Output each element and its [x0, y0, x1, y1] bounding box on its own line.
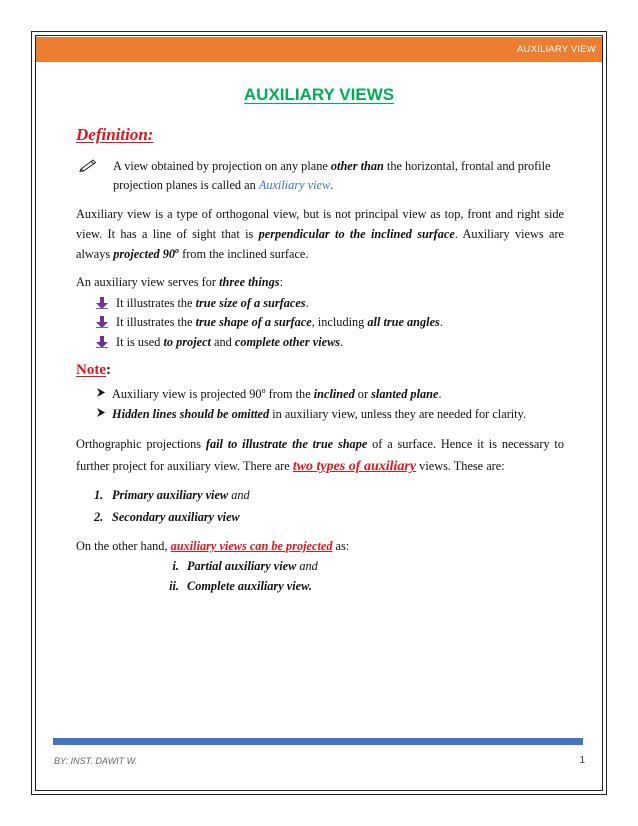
emphasis-text: all true angles [367, 315, 440, 330]
punctuation: . [305, 295, 309, 310]
header-title: AUXILIARY VIEW [516, 44, 596, 55]
punctuation: . [340, 335, 344, 350]
emphasis-text: fail to illustrate the true shape [205, 437, 368, 452]
arrowhead-right-icon [97, 388, 105, 397]
list-item [76, 507, 564, 529]
emphasis-text: Partial auxiliary view [187, 559, 297, 574]
arrow-down-icon [96, 316, 108, 328]
page-title: AUXILIARY VIEWS [243, 85, 395, 104]
emphasis-text: other than [330, 158, 384, 173]
emphasis-text: slanted plane [371, 386, 439, 401]
punctuation: . [438, 386, 442, 401]
emphasis-text: true size of a surfaces [195, 295, 306, 310]
punctuation: : [279, 275, 283, 290]
emphasis-text: three things [219, 275, 280, 290]
list-text: Auxiliary view is projected 90 [112, 386, 262, 401]
emphasis-text: projected 90 [113, 247, 176, 262]
emphasis-text: inclined [313, 386, 355, 401]
uses-list [76, 294, 564, 353]
paragraph-text: . Auxiliary views are always [76, 226, 565, 262]
arrow-down-icon [96, 297, 108, 309]
list-text: in auxiliary view, unless they are needed for clarity. [269, 406, 527, 421]
list-item [76, 313, 564, 333]
document-body [76, 122, 564, 597]
punctuation: : [106, 361, 111, 378]
list-text: or [354, 386, 372, 401]
note-heading [76, 359, 564, 382]
paragraph-three-things [76, 273, 564, 292]
list-item [76, 294, 564, 314]
list-text: and [228, 488, 250, 503]
paragraph-text: from the inclined surface. [179, 247, 309, 262]
list-item [76, 577, 564, 597]
auxiliary-view-term: Auxiliary view [258, 177, 331, 192]
degree-superscript: o [261, 385, 266, 395]
pencil-icon [79, 158, 97, 172]
list-number: 1. [94, 488, 104, 503]
paragraph-orthographic [76, 434, 564, 479]
emphasis-text: Hidden lines should be omitted [112, 406, 270, 421]
list-item [76, 485, 564, 507]
list-text: It illustrates the [116, 295, 196, 310]
paragraph-text: views. These are: [416, 459, 505, 474]
paragraph-text: Orthographic projections [76, 437, 206, 452]
list-text: and [296, 559, 318, 574]
definition-heading: Definition: [76, 125, 154, 144]
definition-text: A view obtained by projection on any plane [113, 158, 331, 173]
paragraph-orthogonal [76, 204, 564, 264]
list-number: ii. [169, 578, 179, 593]
footer-band [53, 738, 583, 745]
emphasis-text: Complete auxiliary view. [187, 578, 312, 593]
footer-author: BY: INST. DAWIT W. [54, 756, 138, 766]
list-text: It is used [116, 335, 164, 350]
degree-superscript: o [175, 245, 180, 255]
list-item [76, 384, 564, 404]
paragraph-text: Auxiliary view is a type of orthogonal view, but is not principal view as top, front and right side view. It has a line of sight that is [76, 206, 564, 241]
list-item [76, 557, 564, 577]
punctuation: . [439, 315, 443, 330]
paragraph-text: On the other hand, [76, 538, 171, 553]
emphasis-text: complete other views [234, 335, 341, 350]
list-item [76, 333, 564, 353]
page-number: 1 [579, 755, 585, 766]
definition-item [76, 157, 564, 195]
arrow-down-icon [96, 336, 108, 348]
emphasis-text: to project [163, 335, 211, 350]
note-list [76, 384, 564, 425]
auxiliary-types-list [76, 485, 564, 528]
highlighted-term: auxiliary views can be projected [170, 538, 333, 553]
punctuation: . [330, 177, 334, 192]
list-text: from the [265, 386, 314, 401]
note-heading-text: Note [76, 361, 106, 378]
projection-list [76, 557, 564, 596]
definition-text: the horizontal, frontal and profile projection planes is called an [113, 158, 551, 192]
arrowhead-right-icon [97, 408, 105, 417]
paragraph-projected [76, 537, 564, 556]
list-number: i. [172, 559, 179, 574]
highlighted-term: two types of auxiliary [292, 459, 417, 475]
paragraph-text: as: [332, 538, 350, 553]
emphasis-text: perpendicular to the inclined surface [258, 226, 455, 241]
emphasis-text: Primary auxiliary view [112, 488, 229, 503]
list-item [76, 404, 564, 424]
emphasis-text: Secondary auxiliary view [112, 510, 240, 524]
list-text: It illustrates the [116, 315, 196, 330]
list-number: 2. [94, 510, 104, 524]
emphasis-text: true shape of a surface [195, 315, 312, 330]
list-text: and [210, 335, 235, 350]
list-text: , including [311, 315, 368, 330]
paragraph-text: of a surface. Hence it is necessary to further project for auxiliary view. There are [76, 437, 565, 474]
paragraph-text: An auxiliary view serves for [76, 275, 220, 290]
